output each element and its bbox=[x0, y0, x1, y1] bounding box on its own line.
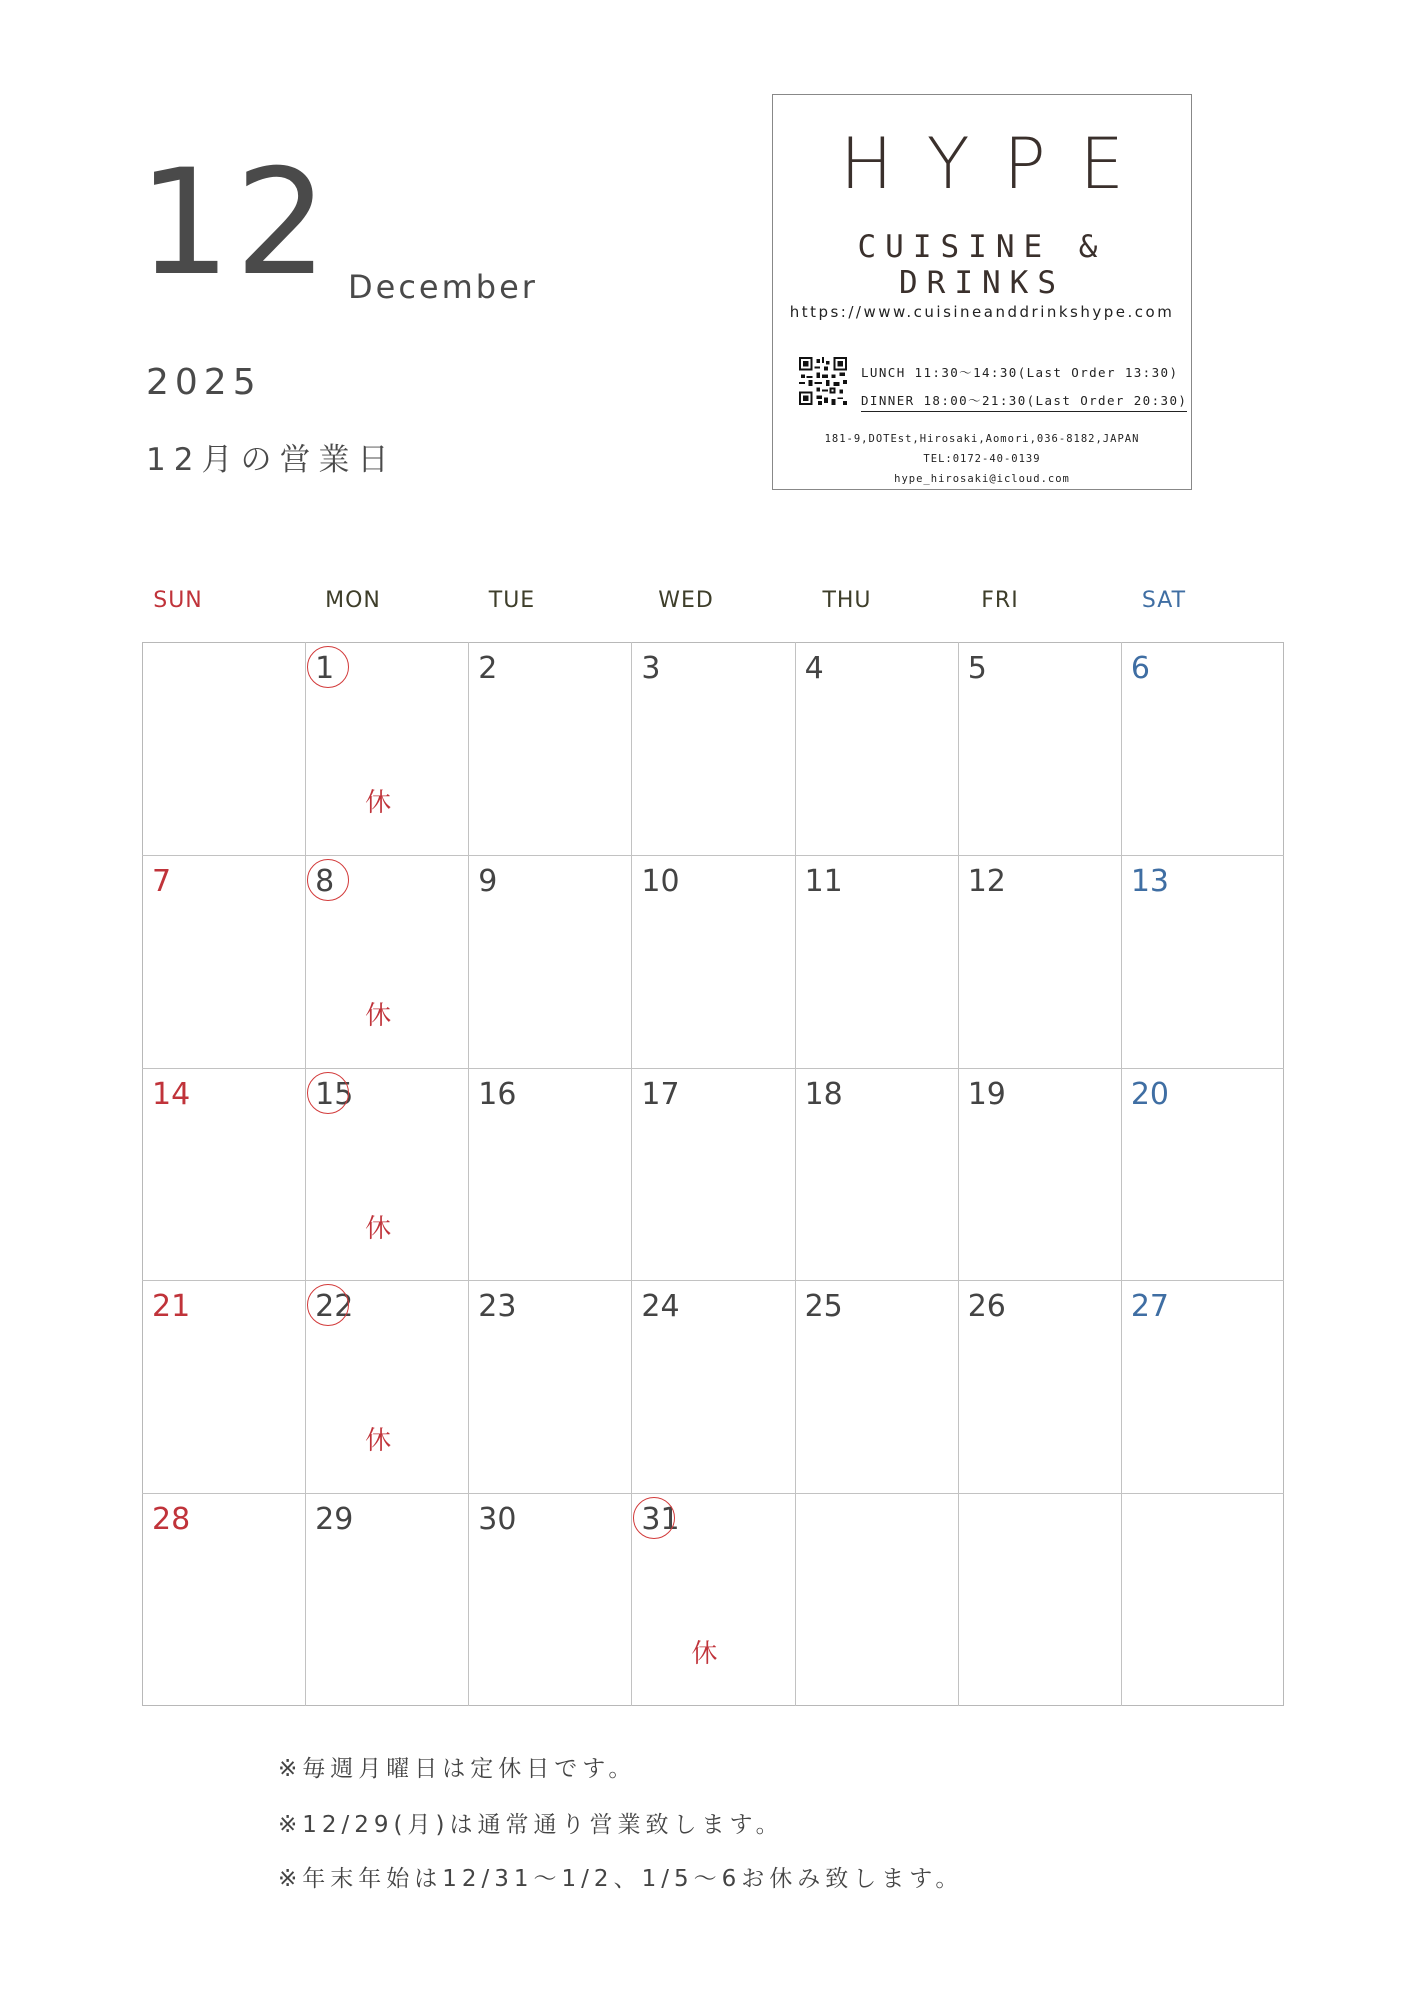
weekday-wed: WED bbox=[658, 588, 714, 613]
day-cell-3 bbox=[631, 642, 794, 855]
day-cell-26 bbox=[958, 1280, 1121, 1493]
day-cell-9 bbox=[468, 855, 631, 1068]
note-open-day: ※12/29(月)は通常通り営業致します。 bbox=[278, 1812, 784, 1838]
day-number: 21 bbox=[152, 1289, 191, 1325]
closed-day-circle bbox=[307, 859, 349, 901]
day-cell-2 bbox=[468, 642, 631, 855]
day-number: 8 bbox=[315, 863, 335, 899]
day-number: 23 bbox=[478, 1289, 517, 1325]
day-cell-27 bbox=[1121, 1280, 1284, 1493]
empty-day-cell bbox=[958, 1493, 1121, 1706]
day-cell-6 bbox=[1121, 642, 1284, 855]
qr-code-icon[interactable] bbox=[799, 357, 847, 405]
day-cell-10 bbox=[631, 855, 794, 1068]
day-number: 14 bbox=[152, 1076, 191, 1112]
note-regular-holiday: ※毎週月曜日は定休日です。 bbox=[278, 1756, 637, 1782]
day-number: 12 bbox=[967, 863, 1006, 899]
day-number: 1 bbox=[315, 651, 335, 686]
brand-tagline: CUISINE & DRINKS bbox=[857, 229, 1107, 301]
brand-logo: HYPE bbox=[840, 123, 1158, 205]
shop-info-card bbox=[772, 94, 1192, 490]
day-cell-7 bbox=[142, 855, 305, 1068]
day-number: 30 bbox=[478, 1502, 517, 1538]
closed-day-circle bbox=[307, 1072, 349, 1114]
day-cell-17 bbox=[631, 1068, 794, 1281]
note-new-year-holidays: ※年末年始は12/31～1/2、1/5～6お休み致します。 bbox=[278, 1866, 964, 1892]
closed-label: 休 bbox=[365, 1426, 392, 1457]
website-link[interactable]: https://www.cuisineanddrinkshype.com bbox=[789, 303, 1175, 321]
day-cell-24 bbox=[631, 1280, 794, 1493]
day-number: 20 bbox=[1130, 1076, 1170, 1112]
closed-label: 休 bbox=[365, 1213, 392, 1244]
day-number: 17 bbox=[641, 1076, 680, 1112]
email-address[interactable]: hype_hirosaki@icloud.com bbox=[894, 473, 1070, 485]
day-cell-31 bbox=[631, 1493, 794, 1706]
day-number: 11 bbox=[804, 863, 843, 899]
day-cell-21 bbox=[142, 1280, 305, 1493]
day-number: 18 bbox=[804, 1076, 843, 1112]
day-cell-1 bbox=[305, 642, 468, 855]
day-number: 28 bbox=[152, 1502, 191, 1538]
day-cell-12 bbox=[958, 855, 1121, 1068]
day-number: 22 bbox=[315, 1289, 354, 1325]
day-number: 27 bbox=[1130, 1289, 1170, 1325]
day-cell-5 bbox=[958, 642, 1121, 855]
day-number: 16 bbox=[478, 1076, 517, 1112]
day-cell-23 bbox=[468, 1280, 631, 1493]
closed-label: 休 bbox=[365, 1000, 392, 1031]
day-number: 5 bbox=[967, 651, 987, 686]
empty-day-cell bbox=[1121, 1493, 1284, 1706]
empty-day-cell bbox=[142, 642, 305, 855]
day-number: 19 bbox=[967, 1076, 1006, 1112]
day-number: 25 bbox=[804, 1289, 843, 1325]
weekday-fri: FRI bbox=[981, 588, 1019, 613]
lunch-hours: LUNCH 11:30～14:30(Last Order 13:30) bbox=[861, 365, 1179, 380]
calendar-grid bbox=[142, 642, 1284, 1706]
day-number: 15 bbox=[315, 1076, 354, 1112]
dinner-hours: DINNER 18:00～21:30(Last Order 20:30) bbox=[861, 391, 1187, 412]
day-number: 9 bbox=[478, 863, 498, 899]
day-number: 31 bbox=[641, 1502, 680, 1538]
month-number: 12 bbox=[138, 138, 332, 308]
empty-day-cell bbox=[795, 1493, 958, 1706]
day-number: 7 bbox=[152, 863, 172, 899]
closed-label: 休 bbox=[691, 1639, 718, 1670]
day-cell-22 bbox=[305, 1280, 468, 1493]
weekday-tue: TUE bbox=[488, 588, 536, 613]
day-cell-14 bbox=[142, 1068, 305, 1281]
closed-label: 休 bbox=[365, 788, 392, 818]
day-cell-29 bbox=[305, 1493, 468, 1706]
day-cell-18 bbox=[795, 1068, 958, 1281]
weekday-mon: MON bbox=[325, 588, 381, 613]
closed-day-circle bbox=[307, 646, 349, 688]
day-cell-8 bbox=[305, 855, 468, 1068]
day-number: 4 bbox=[804, 651, 824, 686]
day-cell-16 bbox=[468, 1068, 631, 1281]
day-number: 2 bbox=[478, 651, 498, 686]
day-cell-28 bbox=[142, 1493, 305, 1706]
year: 2025 bbox=[146, 362, 262, 403]
month-name: December bbox=[348, 268, 538, 306]
day-number: 24 bbox=[641, 1289, 680, 1325]
page-title: 12月の営業日 bbox=[146, 442, 397, 478]
day-number: 6 bbox=[1130, 651, 1150, 686]
day-number: 26 bbox=[967, 1289, 1006, 1325]
weekday-sat: SAT bbox=[1141, 588, 1187, 613]
weekday-sun: SUN bbox=[153, 588, 203, 613]
address: 181-9,DOTEst,Hirosaki,Aomori,036-8182,JAPAN bbox=[824, 433, 1140, 445]
day-cell-11 bbox=[795, 855, 958, 1068]
day-number: 13 bbox=[1130, 863, 1170, 899]
day-number: 10 bbox=[641, 863, 680, 899]
day-number: 29 bbox=[315, 1502, 354, 1538]
day-cell-19 bbox=[958, 1068, 1121, 1281]
day-cell-15 bbox=[305, 1068, 468, 1281]
day-cell-4 bbox=[795, 642, 958, 855]
day-number: 3 bbox=[641, 651, 661, 686]
day-cell-30 bbox=[468, 1493, 631, 1706]
weekday-thu: THU bbox=[822, 588, 872, 613]
phone-number[interactable]: TEL:0172-40-0139 bbox=[923, 453, 1041, 465]
day-cell-20 bbox=[1121, 1068, 1284, 1281]
day-cell-13 bbox=[1121, 855, 1284, 1068]
day-cell-25 bbox=[795, 1280, 958, 1493]
